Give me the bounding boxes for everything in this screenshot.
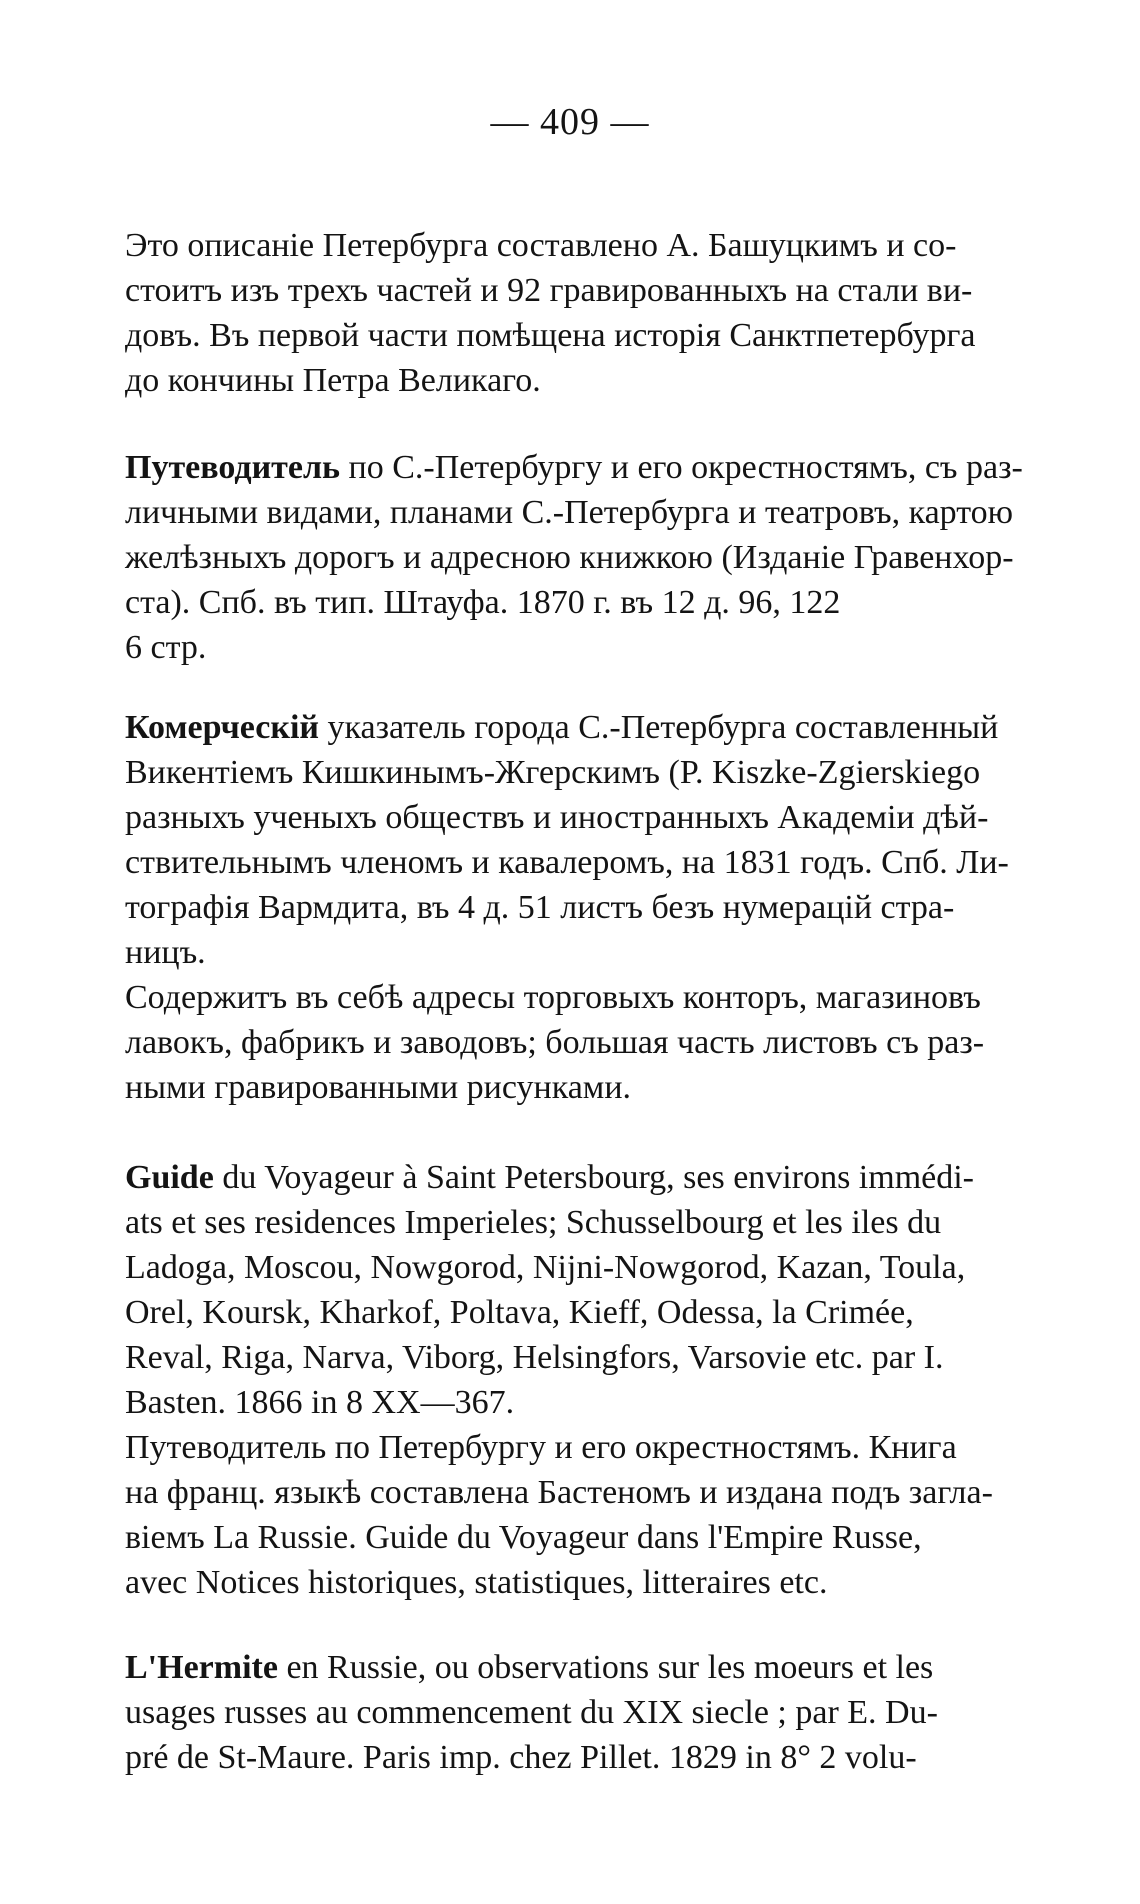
entry-text: указатель города С.-Петербурга составленный Викентіемъ Кишкинымъ-Жгерскимъ (P. Kiszke-Zgierskiego разныхъ ученыхъ обществъ и иностранныхъ Академіи дѣй- ствительнымъ членомъ и кавалеромъ, на 1831 годъ. Спб. Ли- тографія Вармдита, въ 4 д. 51 листъ безъ нумерацій стра- ницъ. (125, 709, 1009, 971)
entry-title: Путеводитель (125, 449, 341, 486)
page-number: — 409 — (490, 101, 650, 143)
paragraph-soderzhit (125, 930, 1125, 1110)
entry-komercheskiy-ukazatel (125, 660, 1125, 975)
entry-title: Guide (125, 1159, 214, 1196)
paragraph-text: Содержитъ въ себѣ адресы торговыхъ конторъ, магазиновъ лавокъ, фабрикъ и заводовъ; большая часть листовъ съ раз- ными гравированными рисунками. (125, 979, 985, 1106)
entry-title: Комерческій (125, 709, 320, 746)
entry-text: en Russie, ou observations sur les moeurs et les usages russes au commencement du XIX siecle ; par E. Du- pré de St-Maure. Paris imp. chez Pillet. 1829 in 8° 2 volu- (125, 1649, 938, 1776)
paragraph-text: Это описаніе Петербурга составлено А. Башуцкимъ и со- стоитъ изъ трехъ частей и 92 гравированныхъ на стали ви- довъ. Въ первой части помѣщена исторія Санктпетербурга до кончины Петра Великаго. (125, 227, 976, 399)
entry-putevoditel-1870 (125, 400, 1125, 670)
paragraph-text: Путеводитель по Петербургу и его окрестностямъ. Книга на франц. языкѣ составлена Бастеномъ и издана подъ загла- віемъ La Russie. Guide du Voyageur dans l'Empire Russe, avec Notices historiques, statistiques, litteraires etc. (125, 1429, 993, 1601)
entry-guide-du-voyageur (125, 1110, 1125, 1425)
entry-text: du Voyageur à Saint Petersbourg, ses environs immédi- ats et ses residences Imperieles; Schusselbourg et les iles du Ladoga, Moscou, Nowgorod, Nijni-Nowgorod, Kazan, Toula, Orel, Koursk, Kharkof, Poltava, Kieff, Odessa, la Crimée, Reval, Riga, Narva, Viborg, Helsingfors, Varsovie etc. par I. Basten. 1866 in 8 XX—367. (125, 1159, 974, 1421)
paragraph-bashutsky-description (125, 178, 1125, 403)
entry-title: L'Hermite (125, 1649, 278, 1686)
paragraph-putevoditel-basten (125, 1380, 1125, 1605)
entry-text: по С.-Петербургу и его окрестностямъ, съ раз- личными видами, планами С.-Петербурга и театровъ, картою желѣзныхъ дорогъ и адресною книжкою (Изданіе Гравенхор- ста). Спб. въ тип. Штауфа. 1870 г. въ 12 д. 96, 122 6 стр. (125, 449, 1023, 666)
entry-lhermite-en-russie (125, 1600, 1125, 1780)
